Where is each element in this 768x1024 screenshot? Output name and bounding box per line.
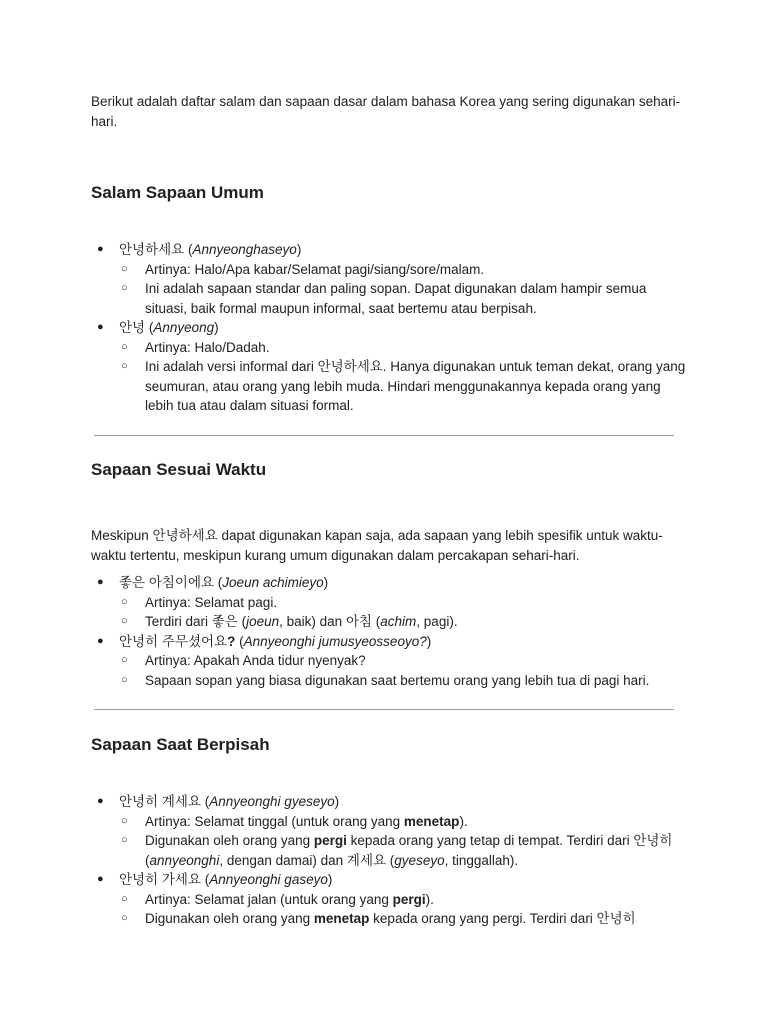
section-heading-umum: Salam Sapaan Umum <box>91 183 264 202</box>
sub-list-item <box>91 651 691 671</box>
list-item: ● 안녕히 가세요 (Annyeonghi gaseyo) <box>91 870 691 890</box>
korean-term: 안녕하세요 <box>119 242 185 257</box>
sub-text: , dengan damai) dan 계세요 ( <box>219 852 395 868</box>
bullet-icon: ● <box>97 634 104 647</box>
korean-term: 안녕히 계세요 <box>119 794 201 809</box>
list-item: ● 안녕하세요 (Annyeonghaseyo) <box>91 240 691 260</box>
circle-bullet-icon: ○ <box>121 892 128 905</box>
sub-text: Digunakan oleh orang yang <box>145 833 314 848</box>
sub-list-item <box>91 357 691 416</box>
emphasis: menetap <box>313 911 370 926</box>
list-item: ● 안녕히 계세요 (Annyeonghi gyeseyo) <box>91 792 691 812</box>
romanization: joeun <box>246 614 280 629</box>
sub-list-item <box>91 279 691 318</box>
section-heading-waktu: Sapaan Sesuai Waktu <box>91 460 267 479</box>
sub-list-item <box>91 338 691 358</box>
bullet-icon: ● <box>97 321 104 333</box>
sub-text: Ini adalah sapaan standar dan paling sopan. Dapat digunakan dalam hampir semua situasi, baik formal maupun informal, saat bertemu atau berpisah. <box>145 281 647 316</box>
question-mark: ? <box>227 633 236 649</box>
list-waktu <box>91 573 691 690</box>
circle-bullet-icon: ○ <box>121 262 128 275</box>
circle-bullet-icon: ○ <box>121 340 128 353</box>
sub-list-item <box>91 671 691 691</box>
sub-list-item <box>91 890 691 910</box>
sub-text: , baik) dan 아침 ( <box>279 614 381 629</box>
bullet-icon: ● <box>97 576 104 588</box>
sub-text: kepada orang yang tetap di tempat. Terdiri dari 안녕히 ( <box>145 833 673 868</box>
circle-bullet-icon: ○ <box>121 912 128 924</box>
sub-text: Artinya: Apakah Anda tidur nyenyak? <box>145 653 366 668</box>
korean-term: 안녕히 가세요 <box>119 872 201 887</box>
circle-bullet-icon: ○ <box>121 654 128 666</box>
sub-text: Artinya: Selamat jalan (untuk orang yang <box>145 891 393 907</box>
circle-bullet-icon: ○ <box>121 360 128 372</box>
sub-list-item <box>91 831 691 870</box>
romanization: gyeseyo <box>394 852 445 868</box>
sub-text: Digunakan oleh orang yang <box>145 911 314 926</box>
emphasis: pergi <box>313 833 347 848</box>
sub-text: Terdiri dari 좋은 ( <box>145 614 247 629</box>
intro-paragraph: Berikut adalah daftar salam dan sapaan dasar dalam bahasa Korea yang sering digunakan sehari-hari. <box>91 94 681 129</box>
bullet-icon: ● <box>97 795 104 807</box>
section-heading-berpisah: Sapaan Saat Berpisah <box>91 735 270 754</box>
romanization: Annyeonghi gyeseyo <box>209 794 335 809</box>
romanization: annyeonghi <box>149 852 220 868</box>
circle-bullet-icon: ○ <box>121 282 128 294</box>
sub-text: Artinya: Selamat tinggal (untuk orang yang <box>145 813 404 829</box>
romanization: Annyeong <box>153 320 215 335</box>
korean-term: 안녕히 주무셨어요 <box>119 633 228 649</box>
sub-text: , pagi). <box>416 614 458 629</box>
romanization: Annyeonghaseyo <box>192 242 297 257</box>
sub-text: Artinya: Selamat pagi. <box>145 594 278 610</box>
sub-list-item <box>91 812 691 832</box>
list-item: ● 안녕 (Annyeong) <box>91 318 691 338</box>
romanization: achim <box>380 614 417 629</box>
sub-text: Artinya: Halo/Dadah. <box>145 339 270 355</box>
circle-bullet-icon: ○ <box>121 834 128 846</box>
emphasis: menetap <box>403 813 460 829</box>
romanization: Annyeonghi gaseyo <box>209 872 328 887</box>
bullet-icon: ● <box>97 243 104 255</box>
sub-text: Artinya: Halo/Apa kabar/Selamat pagi/siang/sore/malam. <box>145 261 485 277</box>
sub-list-item <box>91 260 691 280</box>
list-berpisah <box>91 792 691 929</box>
horizontal-divider <box>94 709 674 710</box>
sub-text: Sapaan sopan yang biasa digunakan saat bertemu orang yang lebih tua di pagi hari. <box>145 672 650 688</box>
circle-bullet-icon: ○ <box>121 814 128 827</box>
circle-bullet-icon: ○ <box>121 615 128 627</box>
circle-bullet-icon: ○ <box>121 673 128 686</box>
list-item: ● 안녕히 주무셨어요? (Annyeonghi jumusyeosseoyo?) <box>91 632 691 652</box>
romanization: Annyeonghi jumusyeosseoyo? <box>243 633 427 649</box>
sub-text: , tinggallah). <box>444 852 519 868</box>
sub-text: ). <box>425 891 434 907</box>
list-item: ● 좋은 아침이에요 (Joeun achimieyo) <box>91 573 691 593</box>
sub-text: Ini adalah versi informal dari 안녕하세요. Hanya digunakan untuk teman dekat, orang yang seumuran, atau orang yang lebih muda. Hindari menggunakannya kepada orang yang lebih tua atau dalam situasi formal. <box>145 359 686 413</box>
korean-term: 좋은 아침이에요 <box>119 575 215 590</box>
sub-list-item <box>91 593 691 613</box>
sub-list-item <box>91 909 691 929</box>
romanization: Joeun achimieyo <box>222 575 324 590</box>
horizontal-divider <box>94 435 674 436</box>
sub-text: kepada orang yang pergi. Terdiri dari 안녕히 <box>369 911 636 926</box>
section-paragraph: Meskipun 안녕하세요 dapat digunakan kapan saja, ada sapaan yang lebih spesifik untuk waktu-waktu tertentu, meskipun kurang umum digunakan dalam percakapan sehari-hari. <box>91 528 663 563</box>
sub-text: ). <box>459 813 468 829</box>
korean-term: 안녕 <box>119 320 146 335</box>
sub-list-item <box>91 612 691 632</box>
circle-bullet-icon: ○ <box>121 595 128 608</box>
list-umum <box>91 240 691 416</box>
emphasis: pergi <box>392 891 426 907</box>
bullet-icon: ● <box>97 873 104 885</box>
